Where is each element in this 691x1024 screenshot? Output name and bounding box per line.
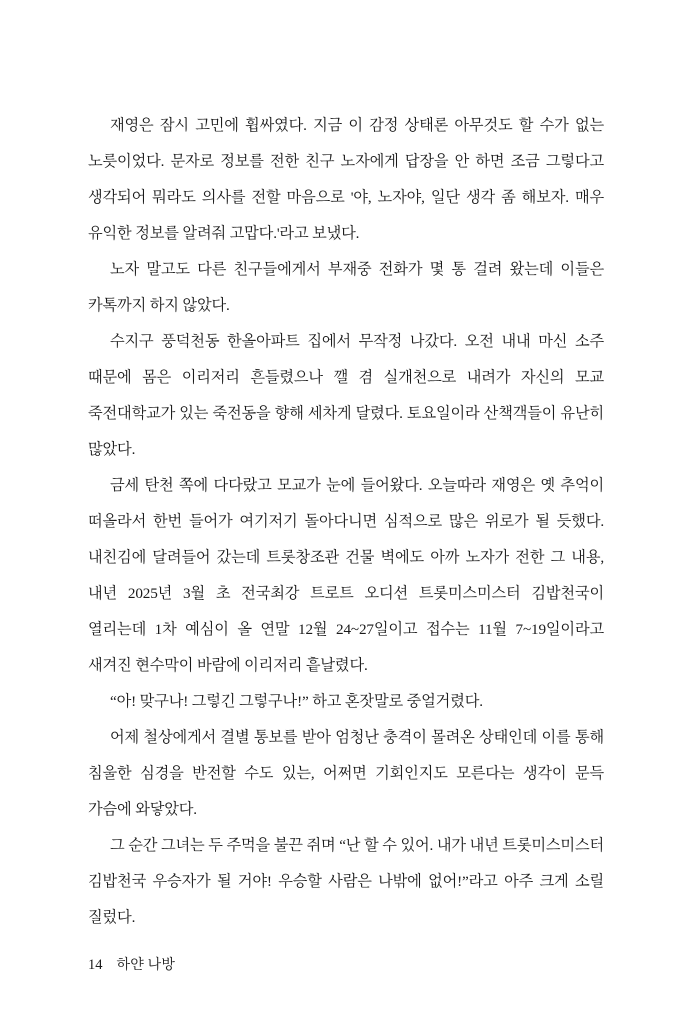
paragraph: 수지구 풍덕천동 한올아파트 집에서 무작정 나갔다. 오전 내내 마신 소주 때문에 몸은 이리저리 흔들렸으나 깰 겸 실개천으로 내려가 자신의 모교 죽전대학교가 있는 죽전동을 향해 세차게 달렸다. 토요일이라 산책객들이 유난히 많았다.	[88, 333, 604, 458]
page-footer	[88, 954, 604, 974]
paragraph: 그 순간 그녀는 두 주먹을 불끈 쥐며 “난 할 수 있어. 내가 내년 트롯미스미스터 김밥천국 우승자가 될 거야! 우승할 사람은 나밖에 없어!”라고 아주 크게 소릴 질렀다.	[88, 837, 604, 926]
running-title: 하얀 나방	[116, 958, 176, 973]
page-number: 14	[88, 957, 103, 973]
paragraph: 재영은 잠시 고민에 휩싸였다. 지금 이 감정 상태론 아무것도 할 수가 없는 노릇이었다. 문자로 정보를 전한 친구 노자에게 답장을 안 하면 조금 그렇다고 생각되어 뭐라도 의사를 전할 마음으로 '야, 노자야, 일단 생각 좀 해보자. 매우 유익한 정보를 알려줘 고맙다.'라고 보냈다.	[88, 117, 604, 242]
paragraph: “아! 맞구나! 그렇긴 그렇구나!” 하고 혼잣말로 중얼거렸다.	[110, 693, 483, 710]
paragraph: 금세 탄천 쪽에 다다랐고 모교가 눈에 들어왔다. 오늘따라 재영은 옛 추억이 떠올라서 한번 들어가 여기저기 돌아다니면 심적으로 많은 위로가 될 듯했다. 내친김에 달려들어 갔는데 트롯창조관 건물 벽에도 아까 노자가 전한 그 내용, 내년 2025년 3월 초 전국최강 트로트 오디션 트롯미스미스터 김밥천국이 열리는데 1차 예심이 올 연말 12월 24~27일이고 접수는 11월 7~19일이라고 새겨진 현수막이 바람에 이리저리 흩날렸다.	[88, 477, 604, 674]
page-body-text	[88, 108, 604, 936]
paragraph: 어제 철상에게서 결별 통보를 받아 엄청난 충격이 몰려온 상태인데 이를 통해 침울한 심경을 반전할 수도 있는, 어쩌면 기회인지도 모른다는 생각이 문득 가슴에 와닿았다.	[88, 729, 604, 818]
paragraph: 노자 말고도 다른 친구들에게서 부재중 전화가 몇 통 걸려 왔는데 이들은 카톡까지 하지 않았다.	[88, 261, 604, 314]
